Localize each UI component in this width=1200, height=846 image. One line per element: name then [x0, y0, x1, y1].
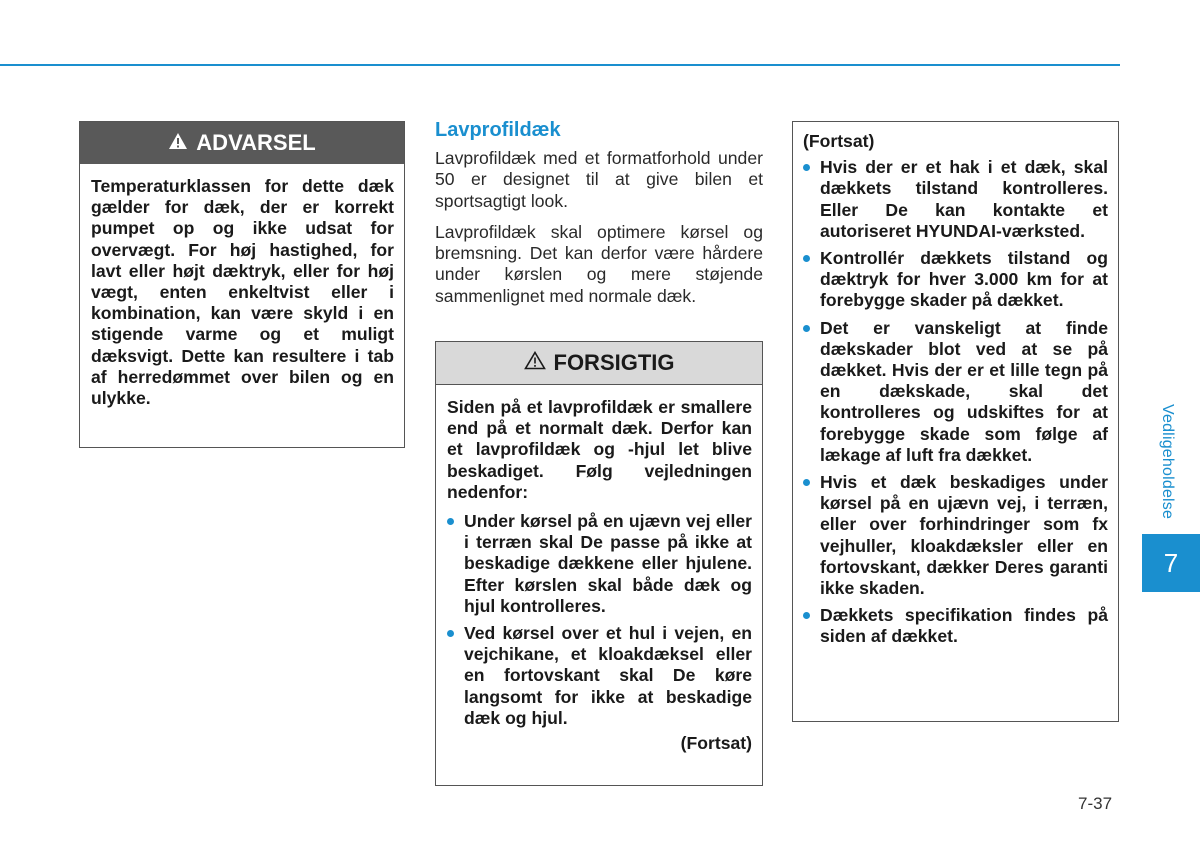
list-item	[803, 318, 1108, 466]
bullet-icon	[803, 479, 810, 486]
warning-triangle-icon	[168, 130, 188, 156]
bullet-text: Kontrollér dækkets tilstand og dæktryk for hver 3.000 km for at forebygge skader på dækket.	[820, 248, 1108, 311]
chapter-side-label: Vedligeholdelse	[1159, 404, 1176, 520]
list-item	[447, 511, 752, 617]
bullet-icon	[803, 325, 810, 332]
continued-box	[792, 121, 1119, 722]
caution-body	[436, 385, 762, 754]
continued-bullet-list	[803, 157, 1108, 647]
warning-text: Temperaturklassen for dette dæk gælder for dæk, der er korrekt pumpet op og ikke udsat for overvægt. For høj hastighed, for lavt eller højt dæktryk, eller for høj vægt, enten enkeltvist eller i kombination, kan være skyld i en stigende varme og et muligt dæksvigt. Dette kan resultere i tab af herredømmet over bilen og en ulykke.	[91, 176, 394, 409]
bullet-icon	[803, 164, 810, 171]
page-number: 7-37	[1078, 794, 1113, 813]
bullet-text: Under kørsel på en ujævn vej eller i terræn skal De passe på ikke at beskadige dækkene eller hjulene. Efter kørslen skal både dæk og hjul kontrolleres.	[464, 511, 752, 616]
warning-header	[80, 122, 404, 164]
bullet-text: Det er vanskeligt at finde dækskader blot ved at se på dækket. Hvis der er et lille tegn på en dækskade, skal det kontrolleres og udskiftes for at forebygge skade som følge af lækage af luft fra dækket.	[820, 317, 1108, 465]
list-item	[803, 248, 1108, 312]
caution-header	[436, 342, 762, 385]
chapter-tab: 7	[1142, 534, 1200, 592]
paragraph: Lavprofildæk skal optimere kørsel og bremsning. Det kan derfor være hårdere under kørslen og mere støjende sammenlignet med normale dæk.	[435, 221, 763, 306]
bullet-text: Ved kørsel over et hul i vejen, en vejchikane, et kloakdæksel eller en fortovskant skal De køre langsomt for ikke at beskadige dæk og hjul.	[464, 623, 752, 728]
section-lavprofildaek	[435, 116, 763, 317]
bullet-text: Dækkets specifikation findes på siden af dækket.	[820, 605, 1108, 647]
caution-box	[435, 341, 763, 786]
list-item	[803, 472, 1108, 599]
caution-triangle-icon	[524, 350, 546, 376]
section-title: Lavprofildæk	[435, 119, 561, 141]
list-item	[803, 605, 1108, 647]
bullet-icon	[803, 612, 810, 619]
bullet-icon	[447, 518, 454, 525]
caution-intro: Siden på et lavprofildæk er smallere end på et normalt dæk. Derfor kan et lavprofildæk og -hjul let blive beskadiget. Følg vejledningen nedenfor:	[447, 397, 752, 502]
top-rule	[0, 64, 1120, 66]
caution-title: FORSIGTIG	[553, 350, 675, 375]
paragraph: Lavprofildæk med et formatforhold under 50 er designet til at give bilen et sportsagtigt look.	[435, 148, 763, 211]
caution-bullet-list	[447, 511, 752, 729]
list-item	[447, 623, 752, 729]
warning-title: ADVARSEL	[196, 130, 316, 155]
bullet-icon	[447, 630, 454, 637]
continued-label: (Fortsat)	[680, 733, 752, 754]
list-item	[803, 157, 1108, 242]
warning-box	[79, 121, 405, 448]
bullet-icon	[803, 255, 810, 262]
continued-heading: (Fortsat)	[803, 131, 875, 151]
bullet-text: Hvis der er et hak i et dæk, skal dækkets tilstand kontrolleres. Eller De kan kontakte et autoriseret HYUNDAI-værksted.	[820, 157, 1108, 241]
bullet-text: Hvis et dæk beskadiges under kørsel på en ujævn vej, i terræn, eller over forhindringer som fx vejhuller, kloakdæksler eller en fortovskant, dækker Deres garanti ikke skaden.	[820, 472, 1108, 599]
